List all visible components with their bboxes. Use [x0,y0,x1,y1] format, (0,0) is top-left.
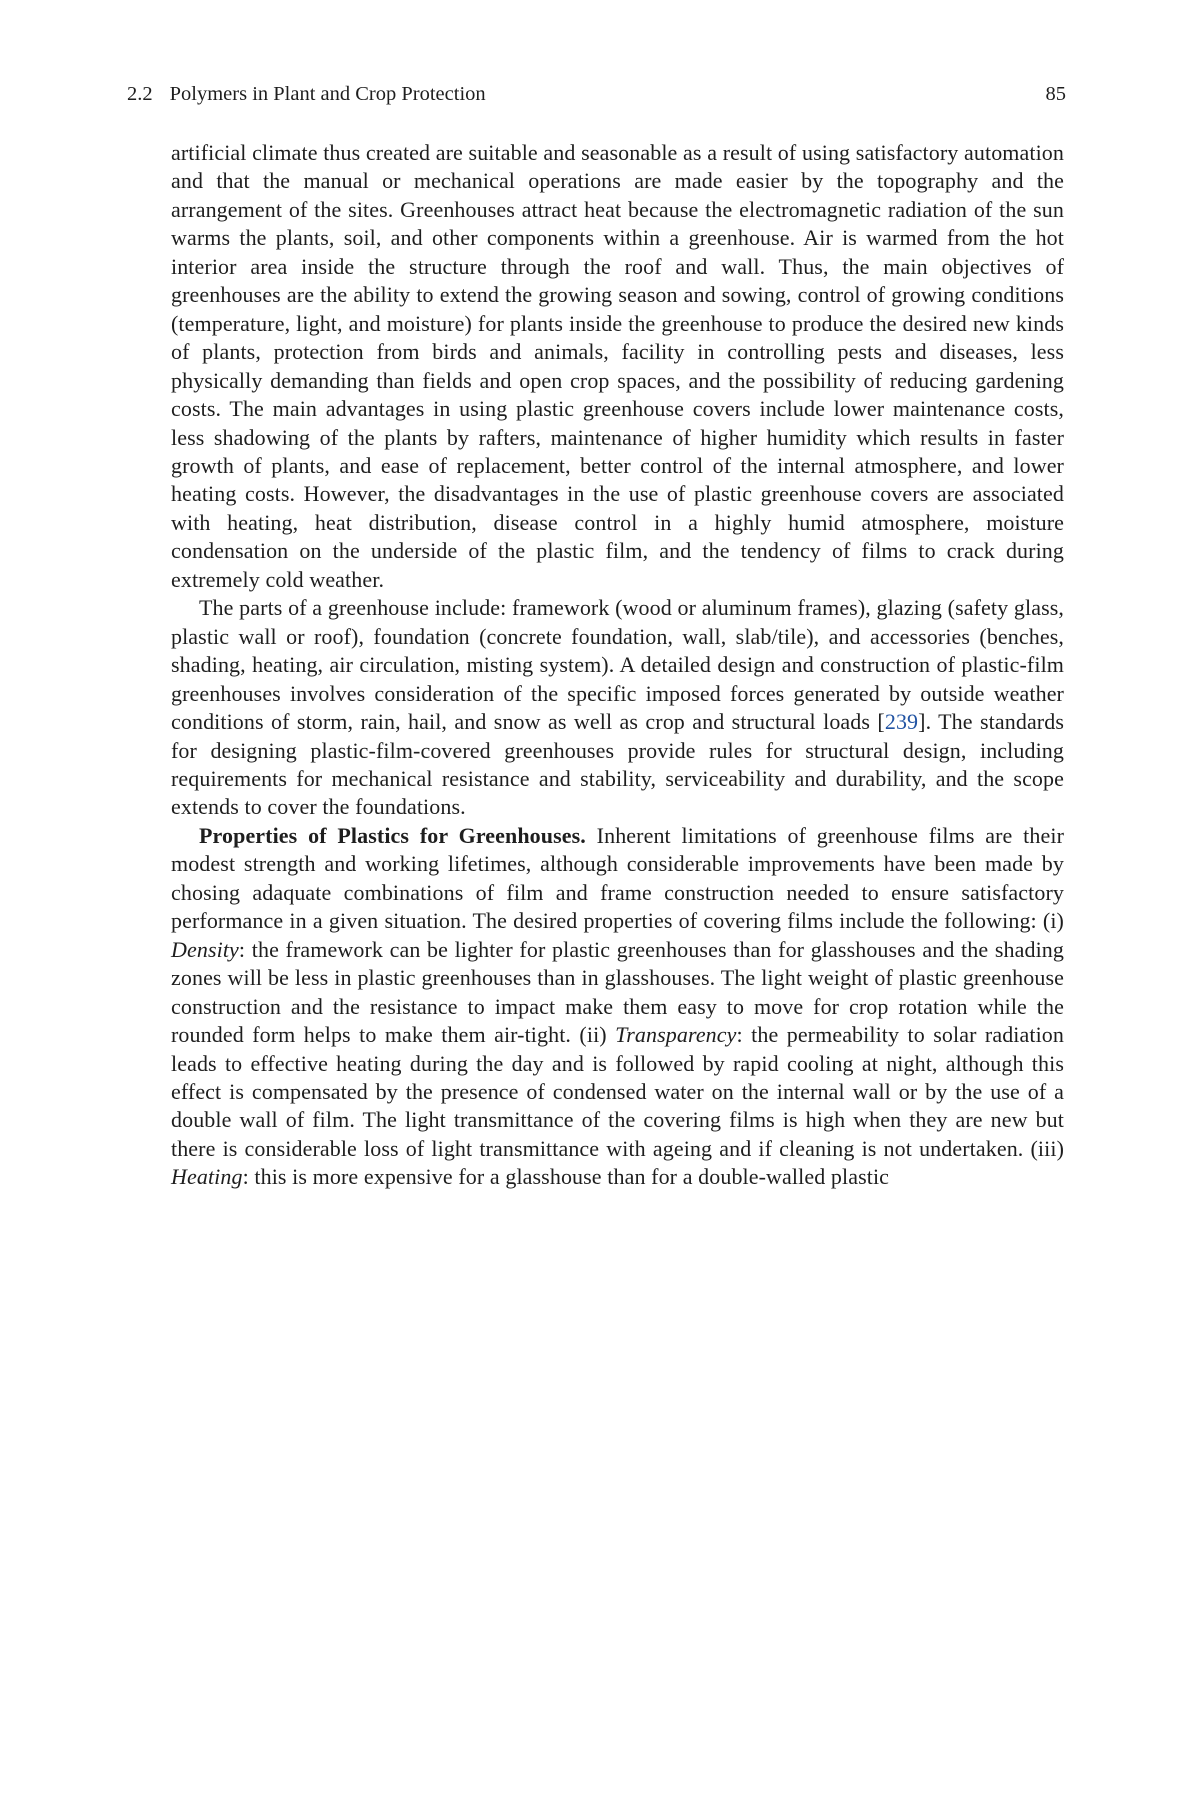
paragraph-2 [171,594,1064,822]
citation-link-239[interactable]: 239 [884,709,919,735]
paragraph-1 [171,139,1064,594]
paragraph-3-run2: : the framework can be lighter for plastic greenhouses than for glasshouses and the shading zones will be less in plastic greenhouses than in glasshouses. The light weight of plastic greenhouse construction and the resistance to impact make them easy to move for crop rotation while the rounded form helps to make them air-tight. (ii) [171,936,1064,1048]
paragraph-2-text-before: The parts of a greenhouse include: framework (wood or aluminum frames), glazing (safety glass, plastic wall or roof), foundation (concrete foundation, wall, slab/tile), and accessories (benches, shading, heating, air circulation, misting system). A detailed design and construction of plastic-film greenhouses involves consideration of the specific imposed forces generated by outside weather conditions of storm, rain, hail, and snow as well as crop and structural loads [ [171,595,1064,735]
paragraph-2-text-after: ]. The standards for designing plastic-film-covered greenhouses provide rules for structural design, including requirements for mechanical resistance and stability, serviceability and durability, and the scope extends to cover the foundations. [171,709,1064,820]
page-number: 85 [1045,83,1066,105]
running-head-left [127,82,486,106]
paragraph-3-term-transparency: Transparency [615,1022,737,1048]
running-head [127,82,1066,106]
paragraph-3-term-density: Density [171,936,239,962]
running-head-title: Polymers in Plant and Crop Protection [169,83,486,105]
paragraph-1-text: artificial climate thus created are suitable and seasonable as a result of using satisfactory automation and that the manual or mechanical operations are made easier by the topography and the arrangement of the sites. Greenhouses attract heat because the electromagnetic radiation of the sun warms the plants, soil, and other components within a greenhouse. Air is warmed from the hot interior area inside the structure through the roof and wall. Thus, the main objectives of greenhouses are the ability to extend the growing season and sowing, control of growing conditions (temperature, light, and moisture) for plants inside the greenhouse to produce the desired new kinds of plants, protection from birds and animals, facility in controlling pests and diseases, less physically demanding than fields and open crop spaces, and the possibility of reducing gardening costs. The main advantages in using plastic greenhouse covers include lower maintenance costs, less shadowing of the plants by rafters, maintenance of higher humidity which results in faster growth of plants, and ease of replacement, better control of the internal atmosphere, and lower heating costs. However, the disadvantages in the use of plastic greenhouse covers are associated with heating, heat distribution, disease control in a highly humid atmosphere, moisture condensation on the underside of the plastic film, and the tendency of films to crack during extremely cold weather. [171,140,1064,592]
paragraph-3-term-heating: Heating [171,1164,243,1190]
paragraph-3-run3: : the permeability to solar radiation leads to effective heating during the day and is followed by rapid cooling at night, although this effect is compensated by the presence of condensed water on the internal wall or by the use of a double wall of film. The light transmittance of the covering films is high when they are new but there is considerable loss of light transmittance with ageing and if cleaning is not undertaken. (iii) [171,1022,1065,1161]
paragraph-3 [171,822,1064,1192]
paragraph-3-run1: Inherent limitations of greenhouse films are their modest strength and working lifetimes, although considerable improvements have been made by chosing adaquate combinations of film and frame construction needed to ensure satisfactory performance in a given situation. The desired properties of covering films include the following: (i) [171,822,1064,934]
section-number: 2.2 [127,83,153,105]
paragraph-3-run4: : this is more expensive for a glasshouse than for a double-walled plastic [242,1164,890,1190]
page-text-block [171,139,1064,1192]
paragraph-3-run-in-heading: Properties of Plastics for Greenhouses. [199,822,586,848]
